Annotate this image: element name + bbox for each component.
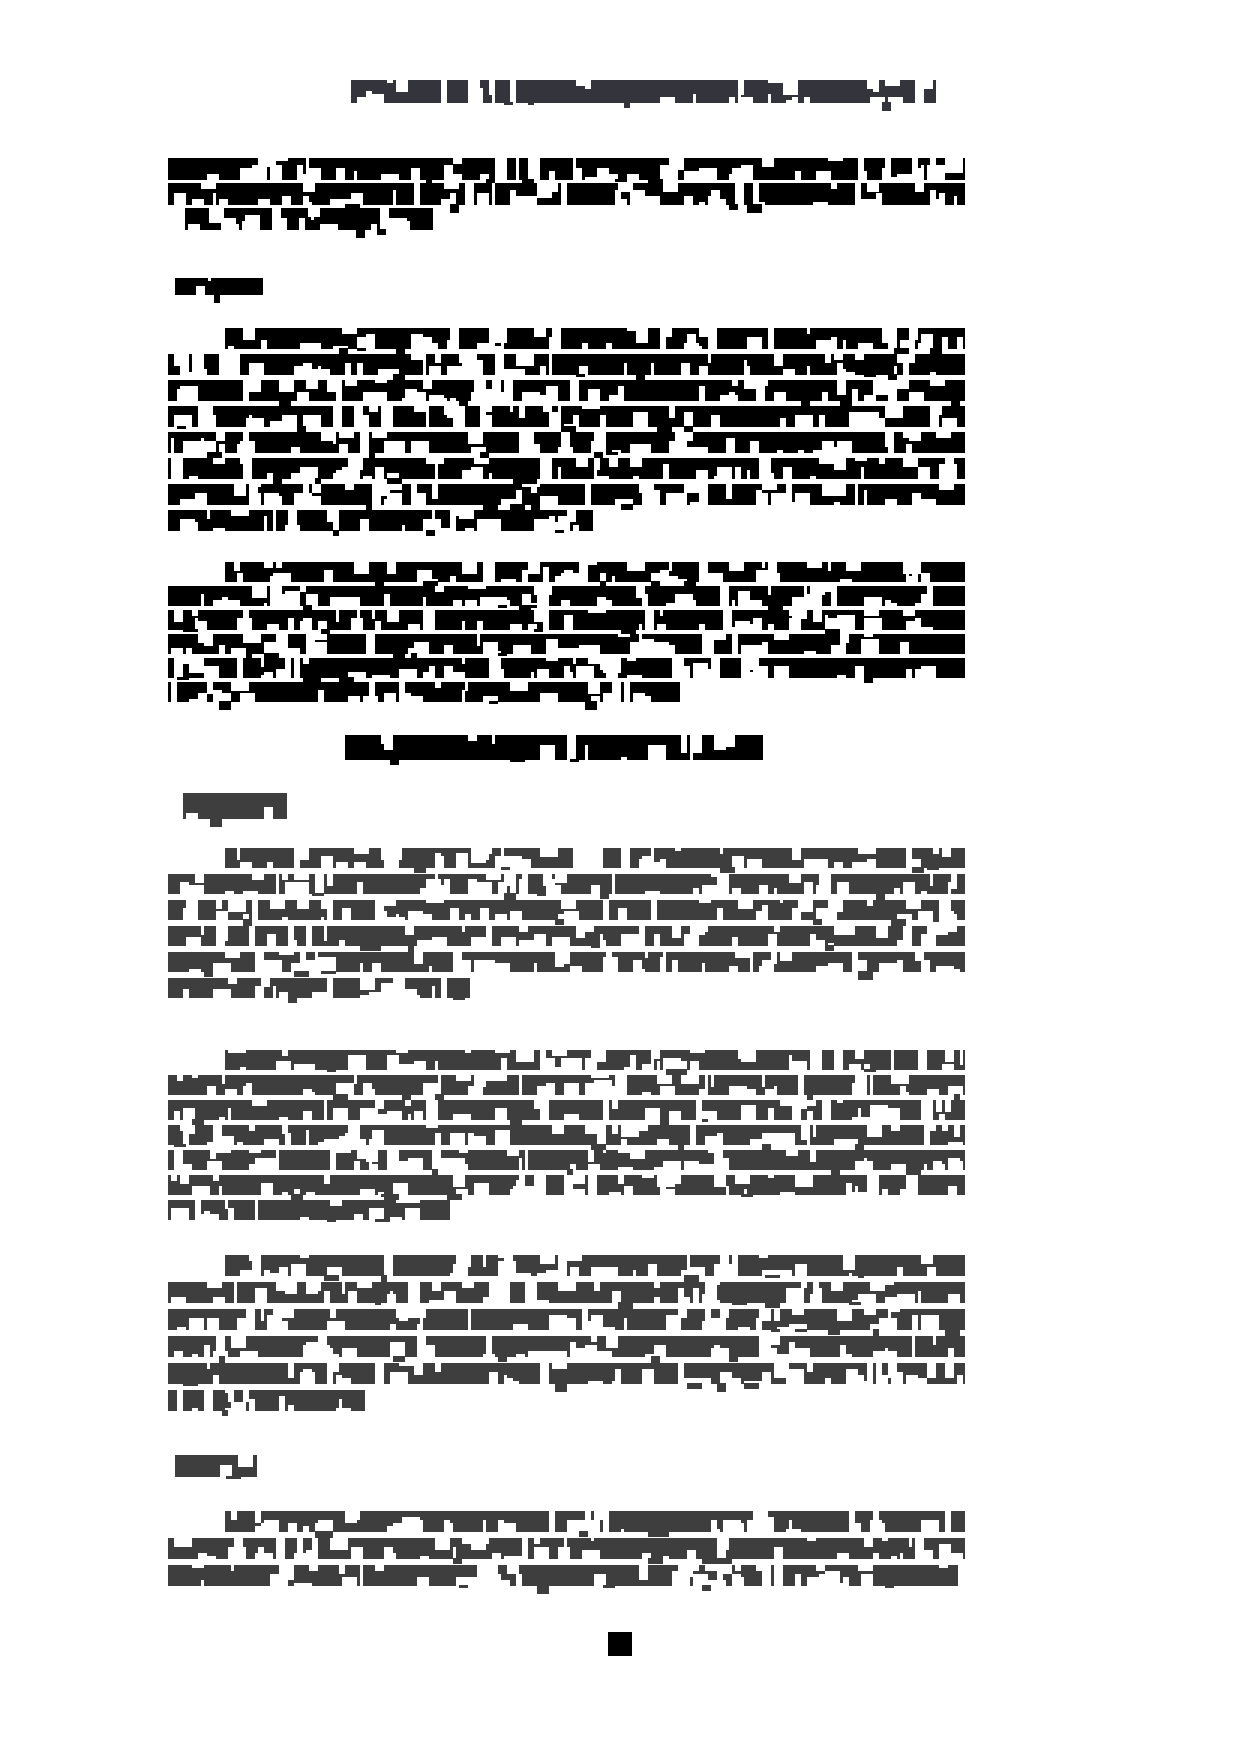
paragraph-4-line-5 [168,952,965,972]
paragraph-5-line-1 [225,1050,965,1070]
paragraph-3-line-1 [225,562,965,582]
paragraph-6-line-5 [168,1363,965,1384]
paragraph-3-line-3 [168,610,965,630]
page-number-mark-line-1 [608,1632,632,1656]
paragraph-3-line-5 [168,658,965,678]
paragraph-2-line-3 [168,380,965,401]
paragraph-3-line-6 [168,682,680,702]
paragraph-3-line-4 [168,634,965,654]
paragraph-3-line-2 [168,586,965,606]
paragraph-5-line-3 [168,1100,965,1120]
paragraph-6-line-6 [168,1390,365,1411]
paragraph-1-line-2 [168,183,965,205]
paragraph-2-line-2 [168,354,965,375]
paragraph-2-line-1 [225,328,965,349]
paragraph-6-line-4 [168,1336,965,1357]
paragraph-5-line-6 [168,1175,965,1195]
paragraph-4-line-6 [168,978,470,998]
paragraph-4-line-1 [225,848,965,868]
paragraph-5-line-4 [168,1125,965,1145]
centered-heading-line-1 [345,735,763,760]
header-title-line-1 [351,80,936,103]
paragraph-1-line-3 [185,208,433,230]
paragraph-4-line-2 [168,874,965,894]
paragraph-1-line-1 [168,158,965,180]
paragraph-7-line-1 [225,1511,965,1532]
paragraph-5-line-2 [168,1075,965,1095]
paragraph-2-line-7 [168,484,965,505]
summary-heading-line-1 [183,793,287,819]
paragraph-6-line-2 [168,1282,965,1303]
paragraph-2-line-6 [168,458,965,479]
paragraph-4-line-3 [168,900,965,920]
paragraph-2-line-8 [168,510,593,531]
paragraph-4-line-4 [168,926,965,946]
paragraph-7-line-2 [168,1538,965,1559]
paragraph-2-line-4 [168,406,965,427]
resolution-heading-2-line-1 [175,1455,257,1477]
paragraph-6-line-1 [225,1255,965,1276]
paragraph-5-line-5 [168,1150,965,1170]
paragraph-7-line-3 [168,1565,958,1586]
paragraph-5-line-7 [168,1200,450,1220]
resolution-heading-1-line-1 [175,278,263,295]
paragraph-2-line-5 [168,432,965,453]
paragraph-6-line-3 [168,1309,965,1330]
